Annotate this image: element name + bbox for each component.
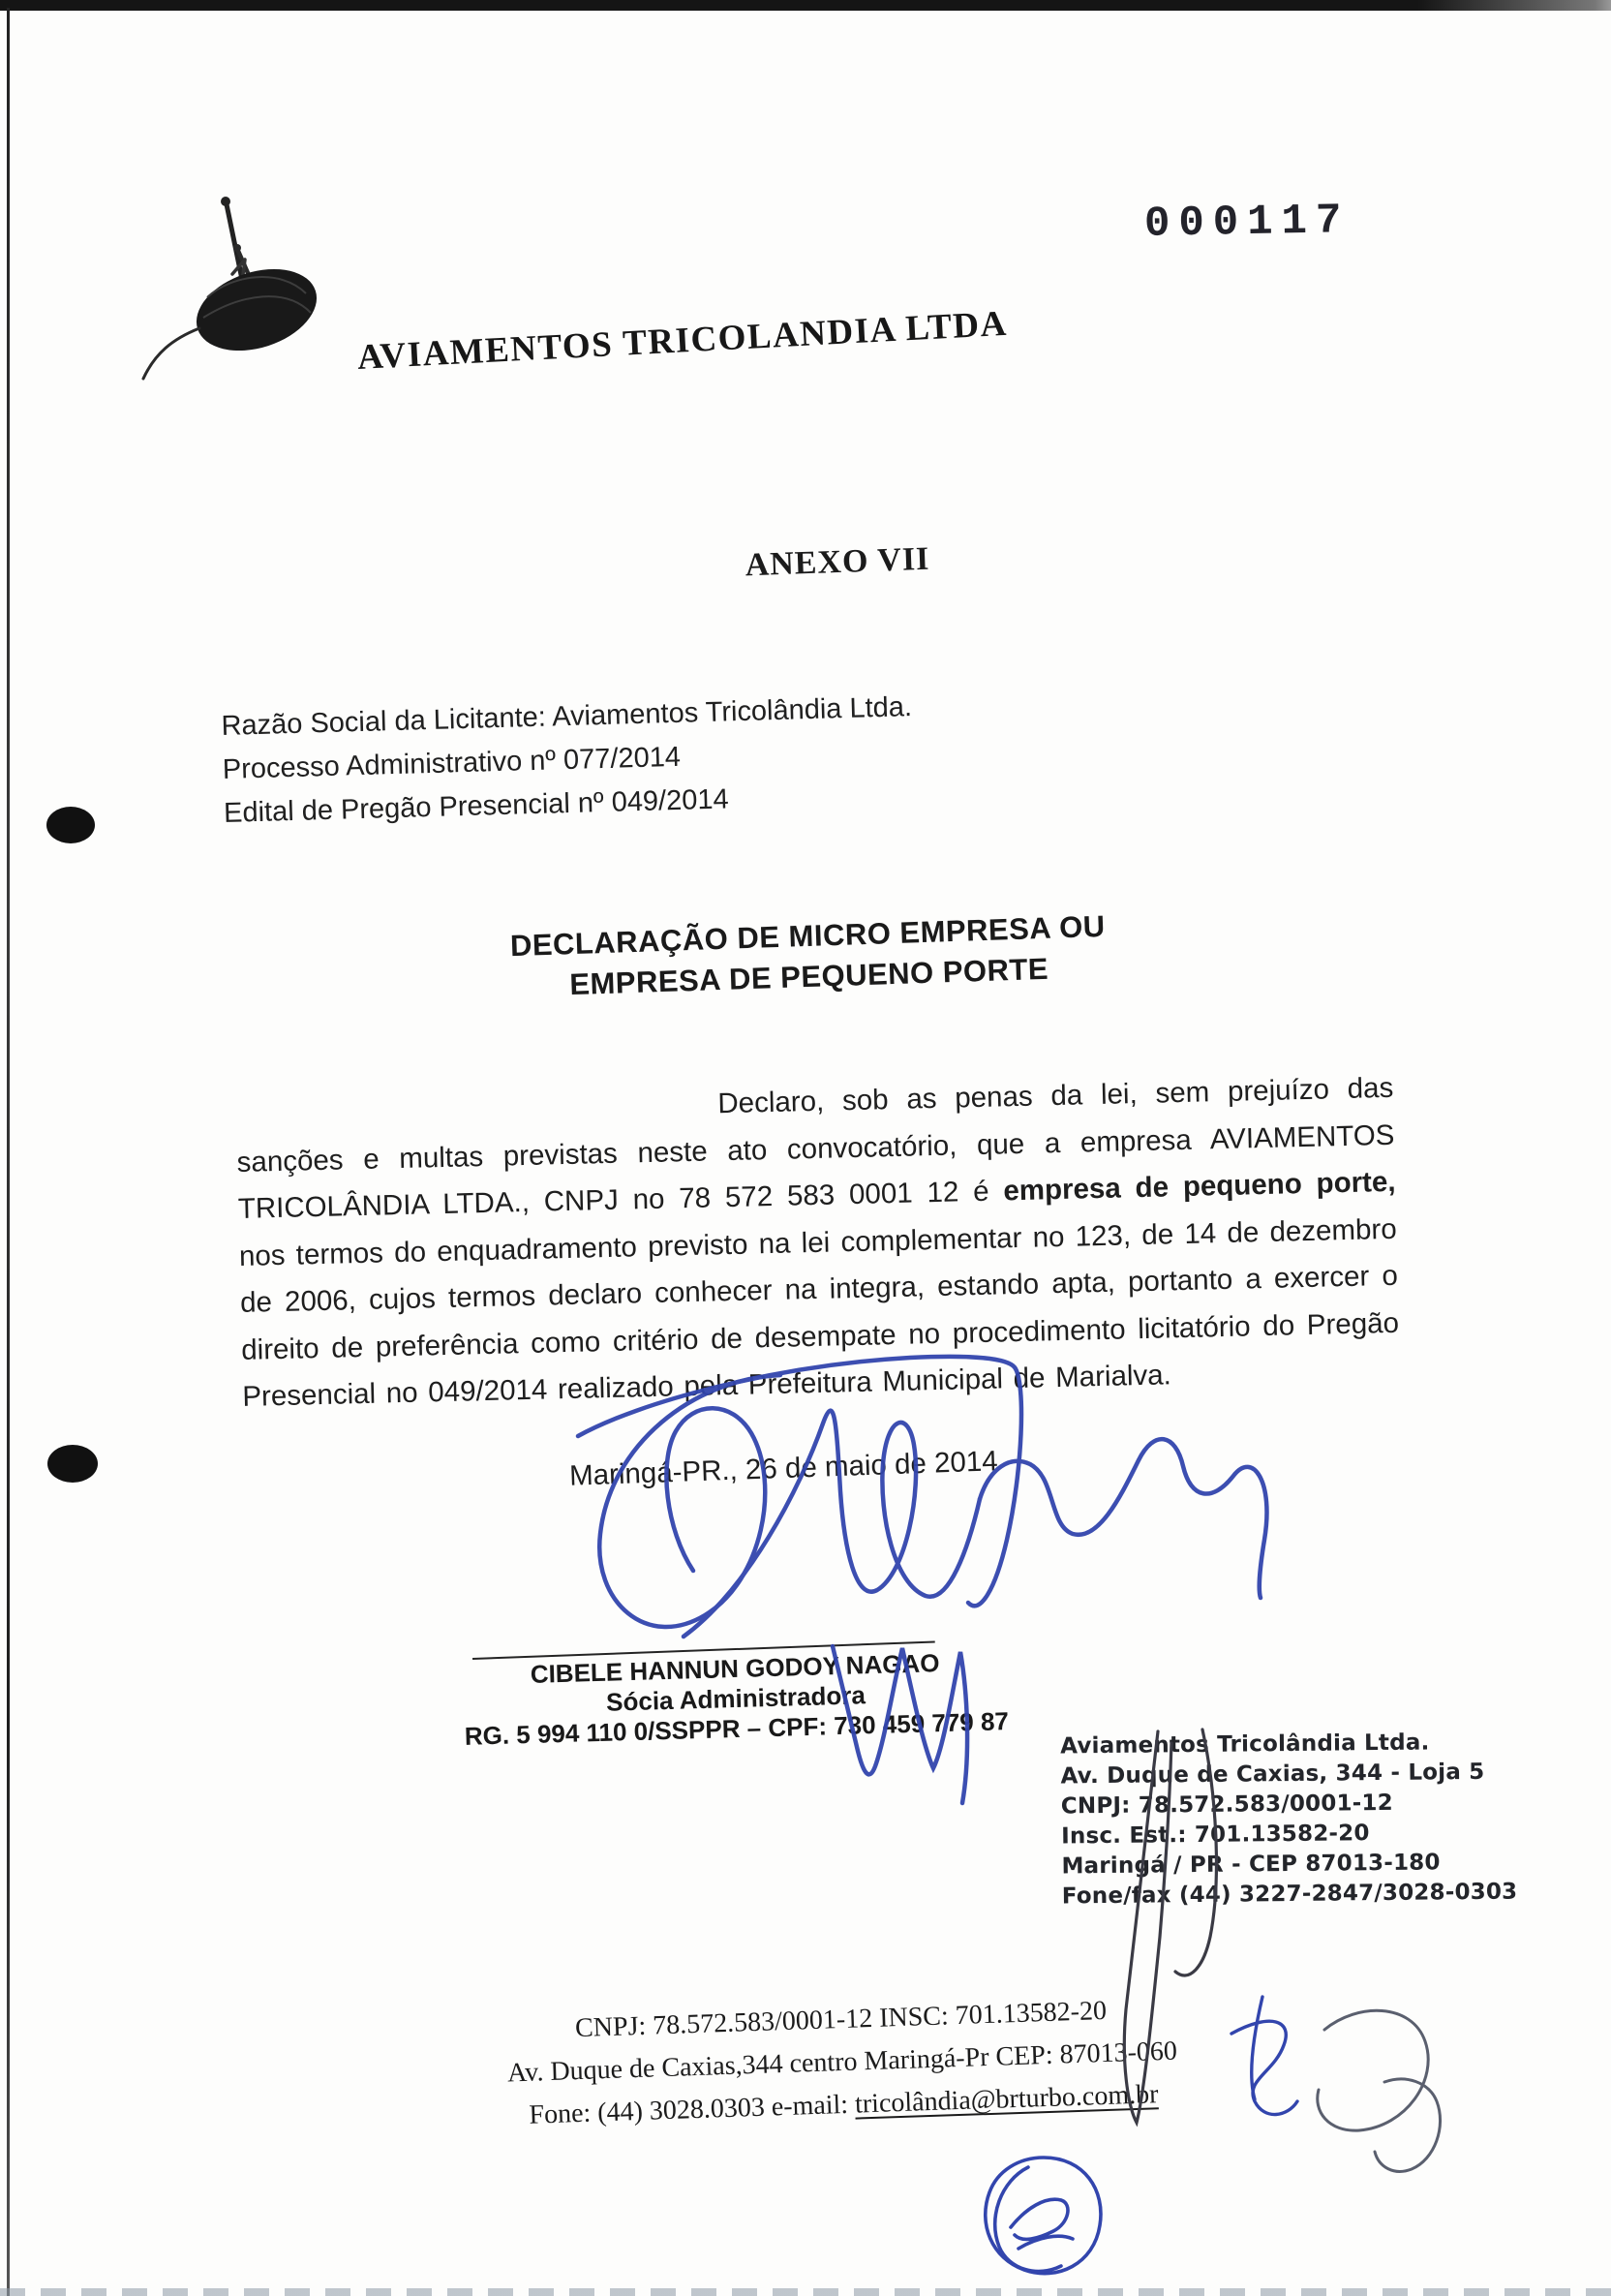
- footer-cnpj-line: CNPJ: 78.572.583/0001-12 INSC: 701.13582-20: [574, 1995, 1108, 2044]
- declaration-title-line2: EMPRESA DE PEQUENO PORTE: [568, 951, 1049, 1002]
- scan-edge-left: [7, 8, 10, 2296]
- scan-edge-top: [0, 0, 1611, 11]
- footer-address-line: Av. Duque de Caxias,344 centro Maringá-Pr CEP: 87013-060: [506, 2036, 1178, 2089]
- letterhead-footer: [434, 1985, 1251, 2140]
- body-text-after: nos termos do enquadramento previsto na lei complementar no 123, de 14 de dezembro de 2006, cujos termos declaro conhecer na integra, estando apta, portanto a exercer o direito de preferência como critério de desempate no procedimento licitatório do Pregão Presencial no 049/2014 realizado pela Prefeitura Municipal de Marialva.: [238, 1212, 1400, 1413]
- page-number: 000117: [1143, 197, 1351, 249]
- circled-initials-mark: [986, 2158, 1101, 2274]
- stamp-line: Fone/fax (44) 3227-2847/3028-0303: [1061, 1879, 1518, 1910]
- footer-email: tricolândia@brturbo.com.br: [854, 2079, 1159, 2120]
- stamp-line: CNPJ: 78.572.583/0001-12: [1060, 1790, 1393, 1820]
- hole-punch-mark: [47, 1445, 98, 1483]
- stamp-line: Av. Duque de Caxias, 344 - Loja 5: [1060, 1759, 1485, 1790]
- company-stamp: [1060, 1728, 1517, 1913]
- body-text-bold: empresa de pequeno porte,: [1003, 1165, 1396, 1208]
- gray-initials-mark: [1318, 2010, 1441, 2171]
- declaration-body: [235, 1065, 1401, 1422]
- body-text-before: Declaro, sob as penas da lei, sem prejuízo das sanções e multas previstas neste ato convocatório, que a empresa AVIAMENTOS TRICOLÂNDIA LTDA., CNPJ no 78 572 583 0001 12 é: [236, 1071, 1395, 1225]
- signer-name: CIBELE HANNUN GODOY NAGAO: [530, 1648, 940, 1689]
- razao-social-line: Razão Social da Licitante: Aviamentos Tricolândia Ltda.: [221, 691, 913, 742]
- stamp-line: Aviamentos Tricolândia Ltda.: [1060, 1730, 1430, 1760]
- scan-edge-bottom: [0, 2288, 1611, 2296]
- edital-line: Edital de Pregão Presencial nº 049/2014: [223, 783, 730, 829]
- footer-phone-prefix: Fone: (44) 3028.0303 e-mail:: [528, 2089, 856, 2130]
- processo-line: Processo Administrativo nº 077/2014: [222, 741, 682, 785]
- signer-ids: RG. 5 994 110 0/SSPPR – CPF: 730 459 779 87: [464, 1706, 1010, 1751]
- process-meta-block: [221, 686, 915, 836]
- letterhead-company-name: AVIAMENTOS TRICOLANDIA LTDA: [356, 303, 1009, 378]
- signer-block: [415, 1645, 1056, 1753]
- annex-title: ANEXO VII: [745, 540, 930, 584]
- yarn-ball-logo-icon: [126, 131, 358, 392]
- stamp-line: Maringá / PR - CEP 87013-180: [1061, 1850, 1441, 1880]
- hole-punch-mark: [46, 807, 95, 843]
- declaration-title-line1: DECLARAÇÃO DE MICRO EMPRESA OU: [509, 908, 1107, 964]
- stamp-line: Insc. Est.: 701.13582-20: [1061, 1821, 1370, 1850]
- date-line: Maringá-PR., 26 de maio de 2014: [568, 1445, 999, 1492]
- declaration-title: [372, 902, 1245, 1012]
- signer-role: Sócia Administradora: [605, 1680, 866, 1717]
